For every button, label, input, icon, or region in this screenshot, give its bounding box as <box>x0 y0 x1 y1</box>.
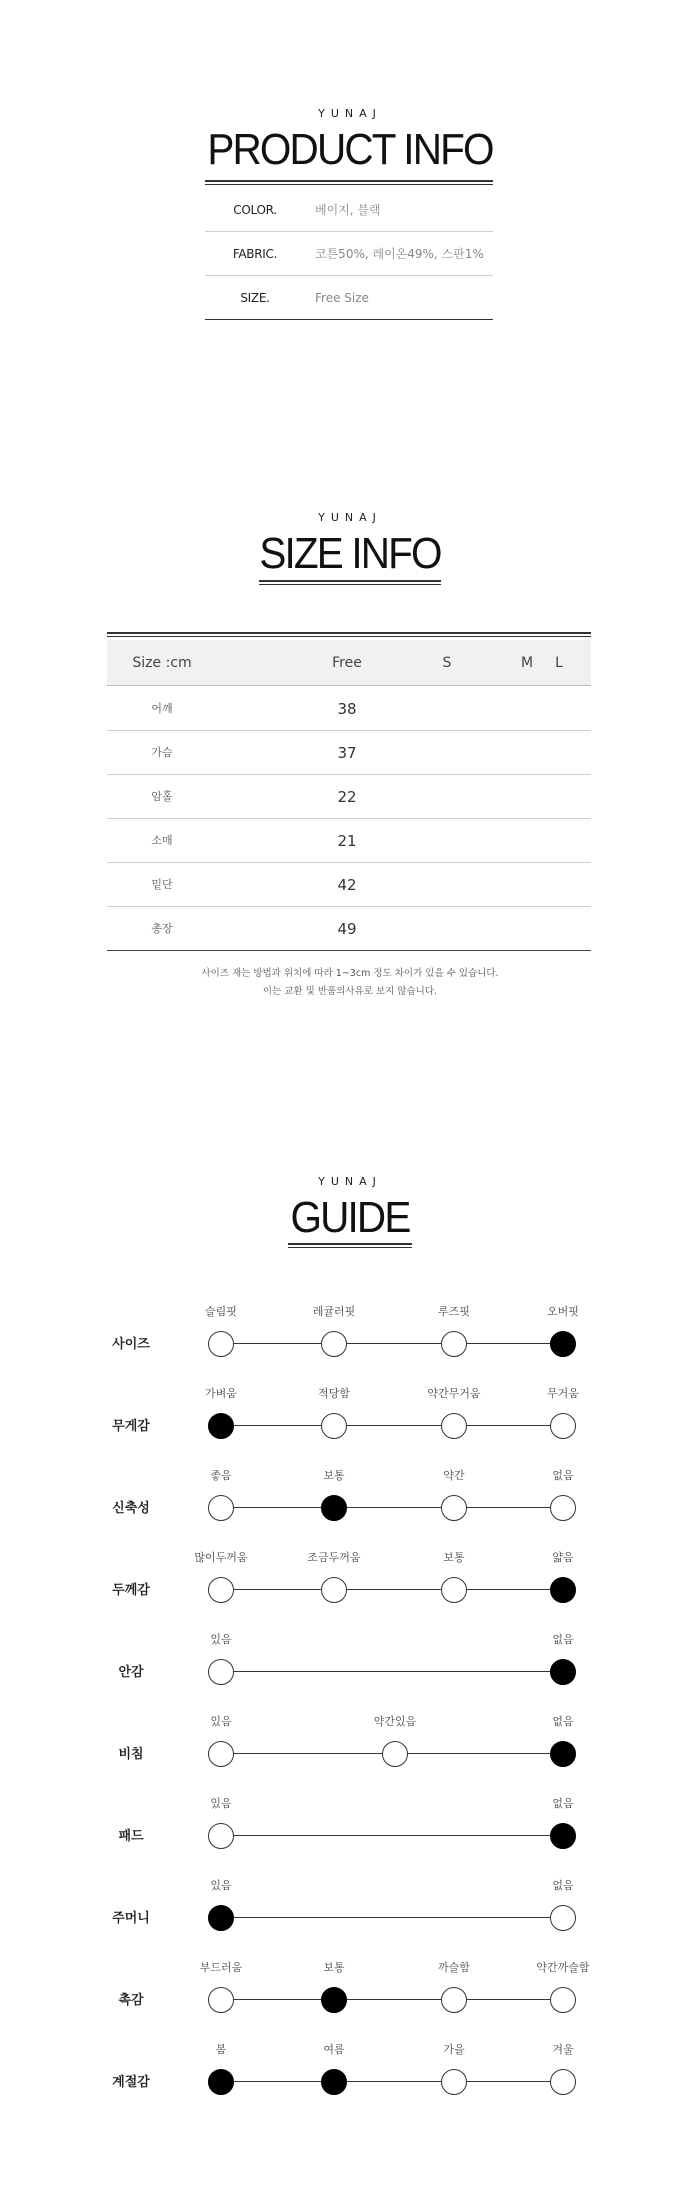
guide-option-label: 무거움 <box>547 1387 579 1400</box>
row-free-value: 38 <box>337 700 357 718</box>
guide-row-name: 패드 <box>118 1829 144 1844</box>
guide-option-dot-selected <box>321 2069 347 2095</box>
guide-option-dot <box>208 1577 234 1603</box>
table-row <box>107 863 591 907</box>
guide-option-dot-selected <box>550 1659 576 1685</box>
guide-row <box>0 1549 700 1609</box>
guide-option-label: 까슬함 <box>438 1961 470 1974</box>
guide-row-name: 비침 <box>118 1747 144 1762</box>
guide-option-dot <box>208 1495 234 1521</box>
guide-option-label: 있음 <box>210 1633 232 1646</box>
title-divider <box>288 1243 412 1248</box>
guide-row <box>0 2041 700 2101</box>
table-row <box>107 687 591 731</box>
size-info-title: SIZE INFO <box>259 529 441 578</box>
guide-option-dot <box>550 1495 576 1521</box>
guide-option-label: 없음 <box>552 1715 574 1728</box>
guide-option-label: 슬림핏 <box>205 1305 237 1318</box>
guide-option-dot <box>321 1413 347 1439</box>
guide-option-label: 없음 <box>552 1797 574 1810</box>
size-value: Free Size <box>315 291 369 305</box>
row-name: 밑단 <box>151 878 173 891</box>
guide-option-dot-selected <box>208 1413 234 1439</box>
size-note-line2: 이는 교환 및 반품의사유로 보지 않습니다. <box>262 986 438 997</box>
guide-option-label: 보통 <box>443 1551 465 1564</box>
guide-option-label: 레귤러핏 <box>312 1305 356 1318</box>
guide-row-name: 사이즈 <box>112 1337 150 1352</box>
guide-scale-line <box>221 1589 563 1590</box>
table-row <box>107 775 591 819</box>
table-top-divider <box>107 632 591 637</box>
guide-option-label: 없음 <box>552 1633 574 1646</box>
guide-option-dot <box>441 1495 467 1521</box>
table-row <box>107 907 591 951</box>
guide-option-dot <box>441 1577 467 1603</box>
row-free-value: 37 <box>337 744 357 762</box>
guide-row-name: 무게감 <box>112 1419 150 1434</box>
brand-label: YUNAJ <box>318 107 382 120</box>
brand-label: YUNAJ <box>318 1175 382 1188</box>
guide-option-dot <box>382 1741 408 1767</box>
guide-option-dot <box>550 1905 576 1931</box>
product-info-row <box>205 188 493 232</box>
guide-option-label: 가벼움 <box>205 1387 237 1400</box>
guide-scale-line <box>221 1507 563 1508</box>
fabric-label: FABRIC. <box>232 247 278 261</box>
guide-row <box>0 1877 700 1937</box>
guide-option-dot <box>208 1823 234 1849</box>
guide-option-dot <box>441 1331 467 1357</box>
guide-row <box>0 1959 700 2019</box>
guide-scale-line <box>221 1671 563 1672</box>
color-value: 베이지, 블랙 <box>315 203 381 217</box>
guide-row <box>0 1385 700 1445</box>
size-table-header <box>107 640 591 686</box>
guide-scale-line <box>221 1425 563 1426</box>
guide-row-name: 두께감 <box>112 1583 150 1598</box>
guide-row-name: 신축성 <box>112 1501 150 1516</box>
product-info-title: PRODUCT INFO <box>207 125 493 174</box>
table-row <box>107 731 591 775</box>
guide-row-name: 주머니 <box>112 1911 150 1926</box>
guide-title: GUIDE <box>290 1193 410 1242</box>
guide-option-label: 있음 <box>210 1797 232 1810</box>
header-m: M <box>520 655 534 671</box>
row-free-value: 21 <box>337 832 357 850</box>
guide-option-label: 오버핏 <box>547 1305 579 1318</box>
guide-option-dot-selected <box>321 1495 347 1521</box>
guide-row-name: 촉감 <box>118 1993 144 2008</box>
guide-row <box>0 1713 700 1773</box>
guide-option-dot <box>550 2069 576 2095</box>
header-s: S <box>442 655 452 671</box>
guide-option-dot-selected <box>550 1741 576 1767</box>
brand-label: YUNAJ <box>318 511 382 524</box>
guide-option-dot <box>550 1987 576 2013</box>
title-divider <box>205 180 493 185</box>
guide-option-label: 약간까슬함 <box>536 1961 590 1974</box>
guide-option-dot <box>208 1331 234 1357</box>
guide-row <box>0 1795 700 1855</box>
product-info-row <box>205 232 493 276</box>
size-note-line1: 사이즈 재는 방법과 위치에 따라 1~3cm 정도 차이가 있을 수 있습니다. <box>201 968 499 979</box>
fabric-value: 코튼50%, 레이온49%, 스판1% <box>315 247 484 261</box>
guide-option-label: 조금두꺼움 <box>307 1551 361 1564</box>
guide-option-label: 봄 <box>215 2043 227 2056</box>
guide-option-label: 약간 <box>443 1469 465 1482</box>
guide-option-label: 여름 <box>323 2043 345 2056</box>
header-size-cm: Size :cm <box>132 655 192 671</box>
guide-scale-line <box>221 1917 563 1918</box>
header-l: L <box>555 655 563 671</box>
row-free-value: 49 <box>337 920 357 938</box>
guide-row <box>0 1467 700 1527</box>
guide-option-dot <box>441 2069 467 2095</box>
guide-option-dot-selected <box>550 1577 576 1603</box>
guide-option-label: 있음 <box>210 1715 232 1728</box>
guide-option-dot <box>441 1987 467 2013</box>
guide-option-dot <box>208 1741 234 1767</box>
guide-option-label: 겨울 <box>552 2043 574 2056</box>
guide-option-label: 얇음 <box>552 1551 574 1564</box>
guide-option-dot <box>321 1331 347 1357</box>
guide-option-dot-selected <box>550 1823 576 1849</box>
row-name: 소매 <box>151 834 173 847</box>
guide-option-label: 보통 <box>323 1961 345 1974</box>
guide-option-dot <box>550 1413 576 1439</box>
guide-option-label: 좋음 <box>210 1469 232 1482</box>
guide-option-label: 많이두꺼움 <box>194 1551 248 1564</box>
guide-option-dot <box>208 1659 234 1685</box>
row-free-value: 22 <box>337 788 357 806</box>
guide-option-dot-selected <box>321 1987 347 2013</box>
guide-option-label: 보통 <box>323 1469 345 1482</box>
title-divider <box>259 580 441 585</box>
guide-scale-line <box>221 2081 563 2082</box>
guide-option-label: 부드러움 <box>199 1961 243 1974</box>
guide-row-name: 안감 <box>118 1665 144 1680</box>
row-name: 어깨 <box>151 702 173 715</box>
guide-option-dot <box>321 1577 347 1603</box>
guide-option-dot <box>208 1987 234 2013</box>
row-free-value: 42 <box>337 876 357 894</box>
guide-option-dot-selected <box>208 1905 234 1931</box>
guide-option-label: 루즈핏 <box>438 1305 470 1318</box>
guide-option-label: 있음 <box>210 1879 232 1892</box>
guide-option-label: 없음 <box>552 1469 574 1482</box>
guide-row <box>0 1303 700 1363</box>
guide-scale-line <box>221 1343 563 1344</box>
row-name: 가슴 <box>151 746 173 759</box>
guide-option-dot-selected <box>550 1331 576 1357</box>
guide-option-label: 없음 <box>552 1879 574 1892</box>
guide-option-label: 적당함 <box>318 1387 350 1400</box>
row-name: 총장 <box>151 922 173 935</box>
size-label: SIZE. <box>240 291 270 305</box>
guide-scale-line <box>221 1835 563 1836</box>
guide-row-name: 계절감 <box>112 2075 150 2090</box>
guide-option-label: 가을 <box>443 2043 465 2056</box>
guide-scale-line <box>221 1999 563 2000</box>
table-row <box>107 819 591 863</box>
guide-option-label: 약간무거움 <box>427 1387 481 1400</box>
header-free: Free <box>332 655 362 671</box>
guide-option-dot-selected <box>208 2069 234 2095</box>
row-name: 암홀 <box>151 790 173 803</box>
guide-row <box>0 1631 700 1691</box>
guide-option-dot <box>441 1413 467 1439</box>
product-info-row <box>205 276 493 320</box>
color-label: COLOR. <box>233 203 277 217</box>
guide-option-label: 약간있음 <box>373 1715 417 1728</box>
